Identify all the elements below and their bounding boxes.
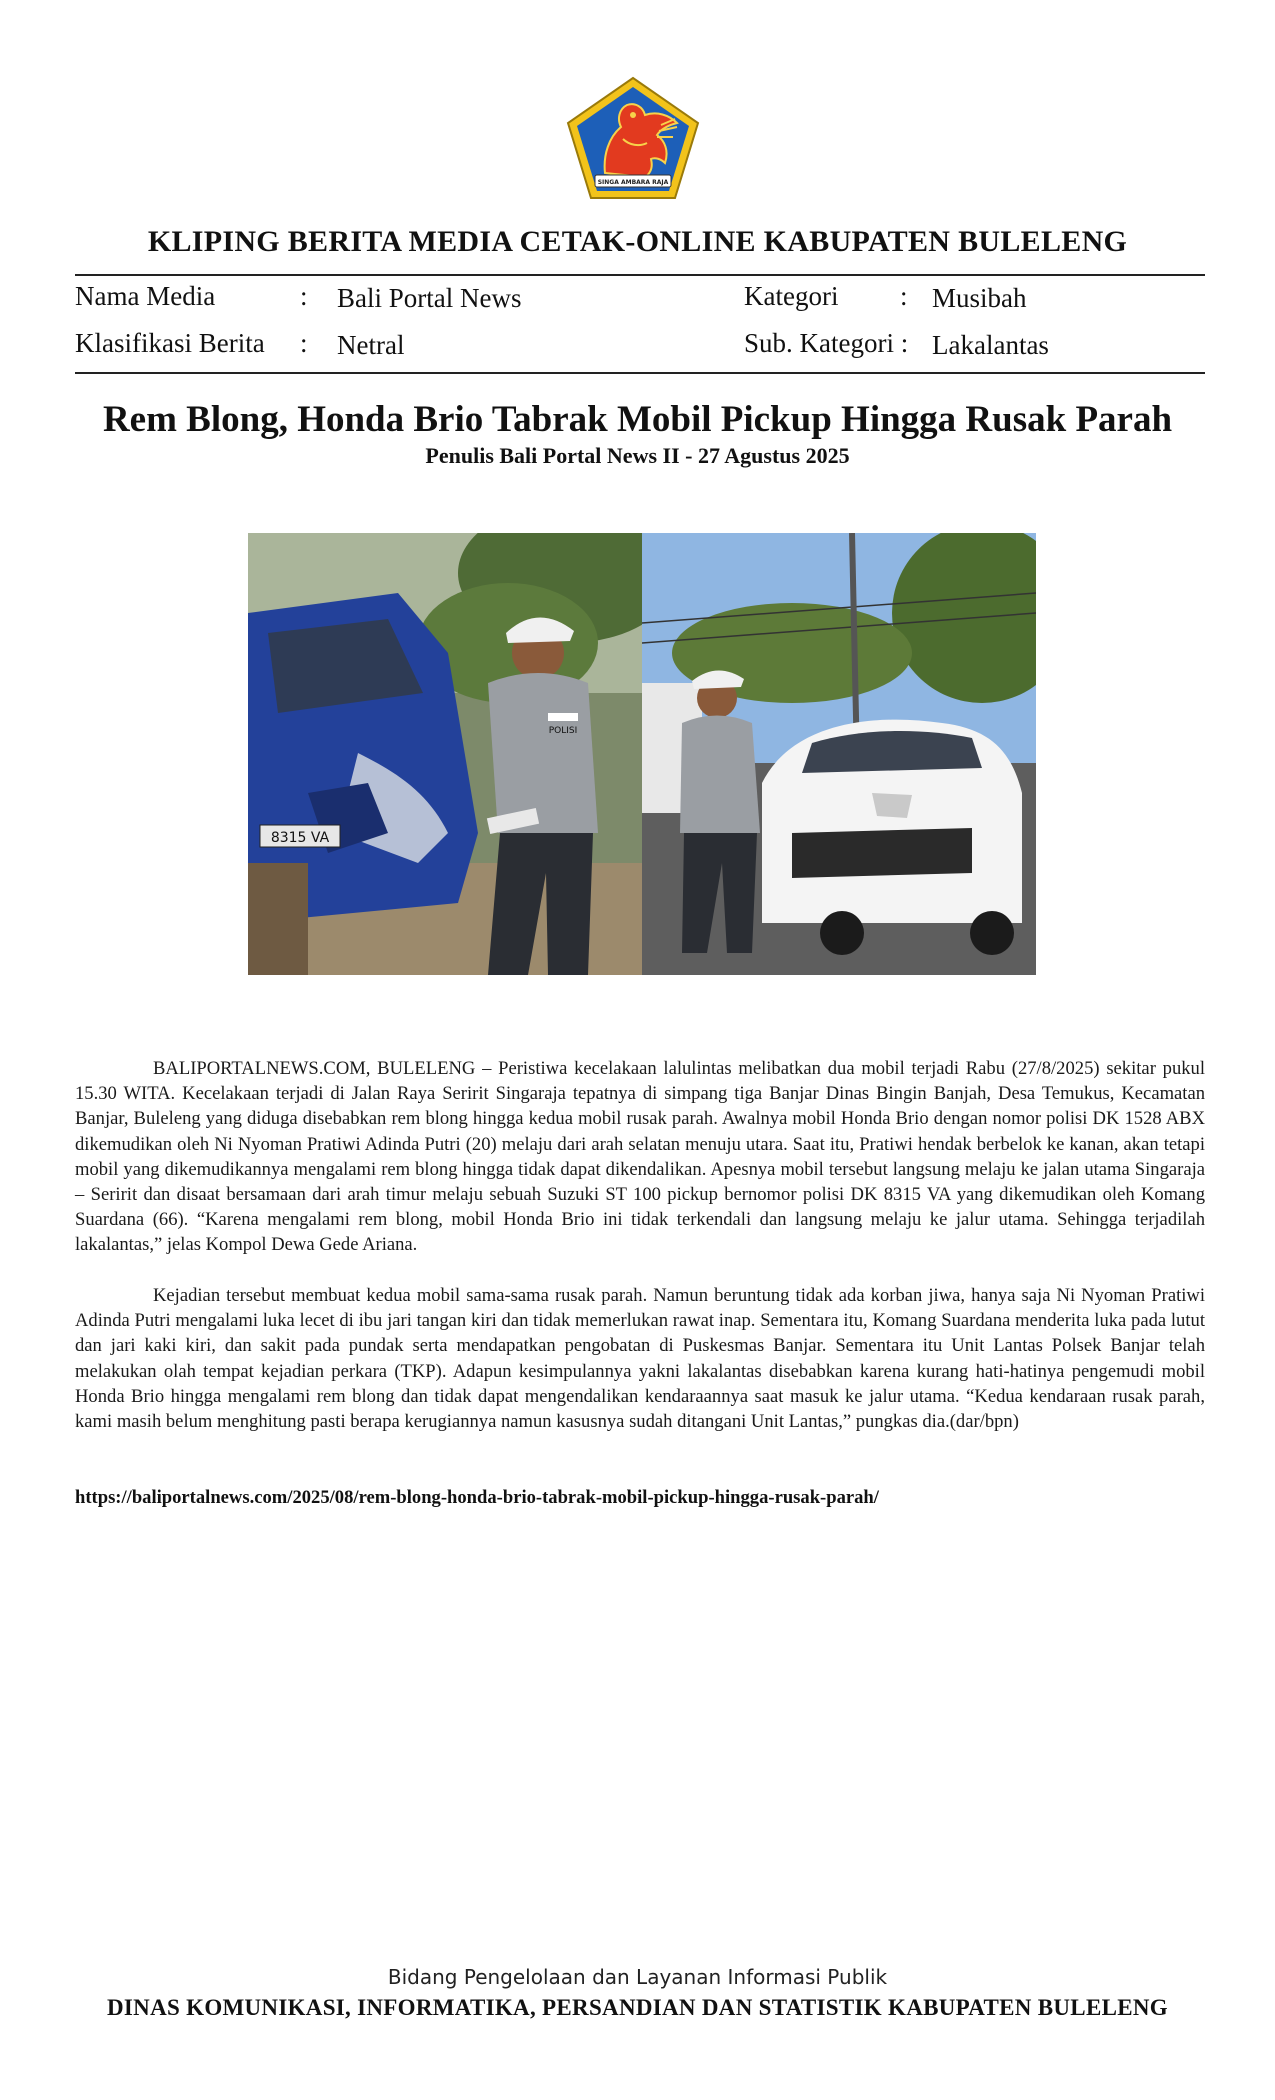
logo-motto: SINGA AMBARA RAJA: [597, 179, 669, 186]
media-value: Bali Portal News: [337, 283, 522, 313]
photo-brio-damage: [642, 533, 1036, 975]
footer-department: Bidang Pengelolaan dan Layanan Informasi Publik: [387, 1965, 888, 1989]
paragraph-1-text: BALIPORTALNEWS.COM, BULELENG – Peristiwa kecelakaan lalulintas melibatkan dua mobil terjadi Rabu (27/8/2025) sekitar pukul 15.30 WITA. Kecelakaan terjadi di Jalan Raya Seririt Singaraja tepatnya di simpang tiga Banjar Dinas Bingin Banjah, Desa Temukus, Kecamatan Banjar, Buleleng yang diduga disebabkan rem blong hingga kedua mobil rusak parah. Awalnya mobil Honda Brio dengan nomor polisi DK 1528 ABX dikemudikan oleh Ni Nyoman Pratiwi Adinda Putri (20) melaju dari arah selatan menuju utara. Saat itu, Pratiwi hendak berbelok ke kanan, akan tetapi mobil yang dikemudikannya mengalami rem blong hingga tidak dapat dikendalikan. Apesnya mobil tersebut langsung melaju ke jalan utama Singaraja – Seririt dan disaat bersamaan dari arah timur melaju sebuah Suzuki ST 100 pickup bernomor polisi DK 8315 VA yang dikemudikan oleh Komang Suardana (66). “Karena mengalami rem blong, mobil Honda Brio ini tidak terkendali dan langsung melaju ke jalur utama. Sehingga terjadilah lakalantas,” jelas Kompol Dewa Gede Ariana.: [75, 1058, 1205, 1256]
article-paragraph-1: [75, 1056, 1205, 1258]
kategori-label: Kategori: [744, 281, 839, 311]
bottom-divider: [75, 372, 1205, 374]
kategori-value: Musibah: [932, 283, 1027, 313]
article-paragraph-2: [75, 1283, 1205, 1434]
klasifikasi-colon: :: [300, 328, 308, 358]
media-label: Nama Media: [75, 281, 216, 311]
paragraph-2-text: Kejadian tersebut membuat kedua mobil sama-sama rusak parah. Namun beruntung tidak ada korban jiwa, hanya saja Ni Nyoman Pratiwi Adinda Putri mengalami luka lecet di ibu jari tangan kiri dan tidak memerlukan rawat inap. Sementara itu, Komang Suardana menderita luka pada lutut dan jari kaki kiri, dan sakit pada pundak serta mendapatkan pengobatan di Puskesmas Banjar. Sementara itu Unit Lantas Polsek Banjar telah melakukan olah tempat kejadian perkara (TKP). Adapun kesimpulannya yakni lakalantas disebabkan karena kurang hati-hatinya pengemudi mobil Honda Brio hingga mengalami rem blong dan tidak dapat mengendalikan kendaraannya saat masuk ke jalur utama. “Kedua kendaraan rusak parah, kami masih belum menghitung pasti berapa kerugiannya namun kasusnya sudah ditangani Unit Lantas,” pungkas dia.(dar/bpn): [75, 1285, 1205, 1433]
pickup-plate: 8315 VA: [270, 830, 330, 846]
klasifikasi-value: Netral: [337, 330, 405, 360]
clipping-title: KLIPING BERITA MEDIA CETAK-ONLINE KABUPATEN BULELENG: [147, 225, 1128, 258]
top-divider: [75, 274, 1205, 276]
photo-pickup-damage: [248, 533, 642, 975]
footer-agency: DINAS KOMUNIKASI, INFORMATIKA, PERSANDIAN DAN STATISTIK KABUPATEN BULELENG: [107, 1995, 1168, 2020]
media-colon: :: [300, 281, 308, 311]
officer-vest-text: POLISI: [548, 726, 578, 736]
buleleng-crest-icon: [565, 75, 701, 201]
source-link[interactable]: https://baliportalnews.com/2025/08/rem-blong-honda-brio-tabrak-mobil-pickup-hingga-rusak-parah/: [75, 1487, 879, 1508]
subkategori-label: Sub. Kategori :: [744, 328, 909, 358]
klasifikasi-label: Klasifikasi Berita: [75, 328, 265, 358]
article-byline: Penulis Bali Portal News II - 27 Agustus 2025: [425, 443, 850, 468]
article-headline: Rem Blong, Honda Brio Tabrak Mobil Pickup Hingga Rusak Parah: [102, 399, 1173, 440]
subkategori-value: Lakalantas: [932, 330, 1049, 360]
kategori-colon: :: [900, 281, 908, 311]
